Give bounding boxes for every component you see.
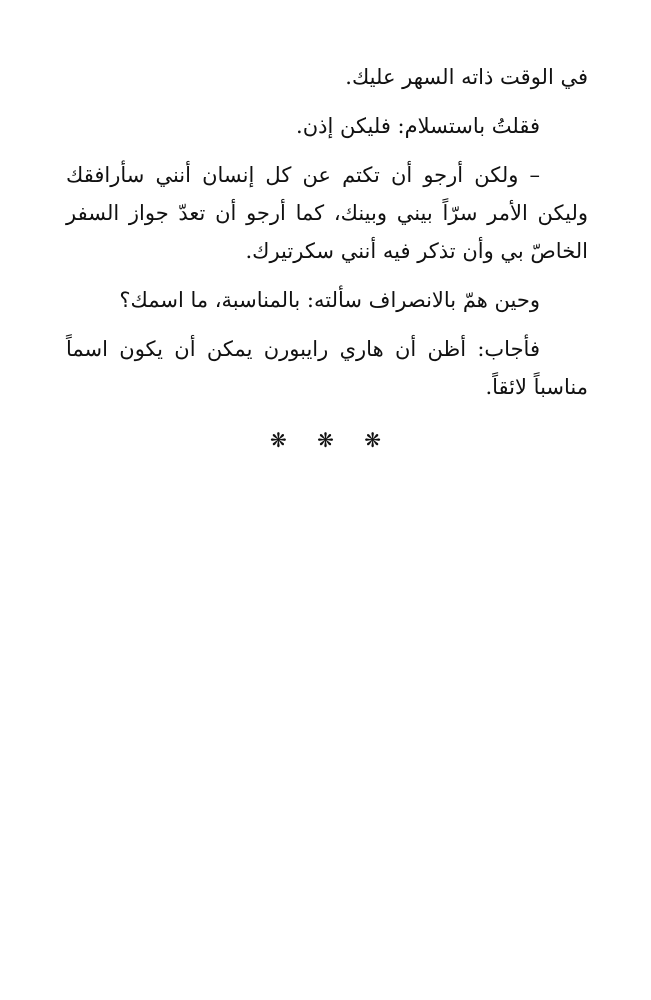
paragraph: فأجاب: أظن أن هاري رايبورن يمكن أن يكون اسماً مناسباً لائقاً.	[66, 337, 588, 399]
section-separator	[0, 428, 651, 452]
paragraph: فقلتُ باستسلام: فليكن إذن.	[296, 114, 540, 138]
asterism-icon: ❋	[269, 428, 287, 452]
asterism-icon: ❋	[364, 428, 381, 452]
paragraph: في الوقت ذاته السهر عليك.	[345, 65, 588, 89]
paragraph: – ولكن أرجو أن تكتم عن كل إنسان أنني سأرافقك وليكن الأمر سرّاً بيني وبينك، كما أرجو أن تعدّ جواز السفر الخاصّ بي وأن تذكر فيه أنني سكرتيرك.	[66, 163, 588, 263]
paragraph: وحين همّ بالانصراف سألته: بالمناسبة، ما اسمك؟	[119, 288, 540, 312]
asterism-icon: ❋	[317, 428, 334, 452]
body-text	[66, 58, 588, 406]
